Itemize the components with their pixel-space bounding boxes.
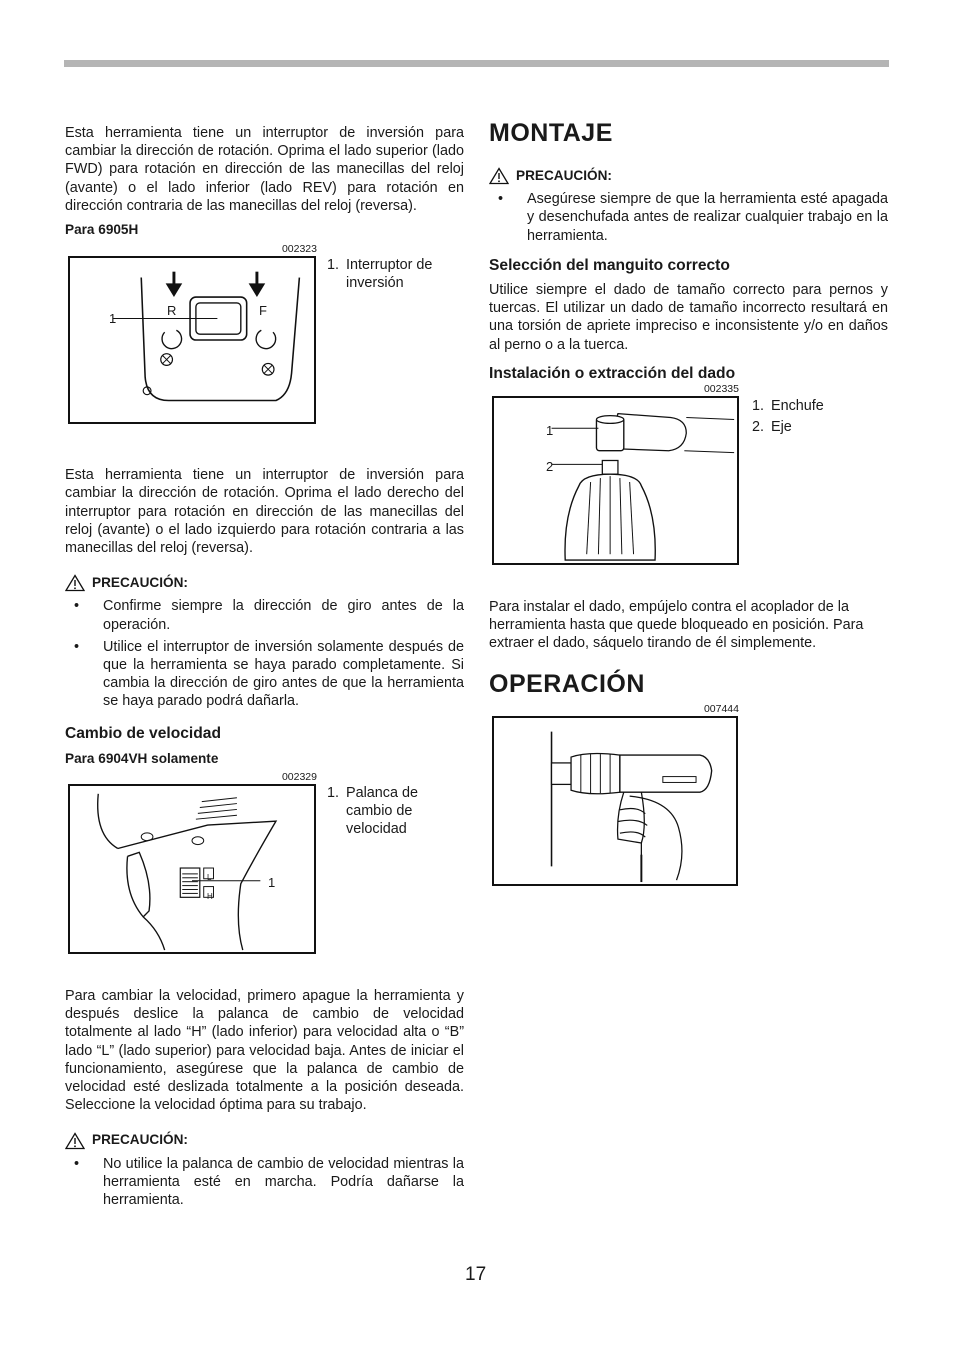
operation-figure	[492, 716, 738, 886]
caution-heading: PRECAUCIÓN:	[65, 1131, 464, 1149]
montaje-title: MONTAJE	[489, 119, 613, 147]
socket-install-heading: Instalación o extracción del dado	[489, 364, 736, 382]
label-h: H	[207, 892, 213, 902]
list-item: • No utilice la palanca de cambio de velocidad mientras la herramienta esté en marcha. Podría dañarse la herramienta.	[65, 1155, 464, 1210]
callout-1: 1	[546, 423, 554, 439]
callout-1: 1	[109, 311, 117, 327]
figure-code: 002329	[281, 771, 317, 784]
reversing-switch-paragraph: Esta herramienta tiene un interruptor de inversión para cambiar la dirección de rotación. Oprima el lado superior (lado FWD) para rotación en dirección de las manecillas del reloj (avante) o el lado inferior (lado REV) para rotación en dirección contraria de las manecillas del reloj (reversa).	[65, 125, 464, 214]
right-column	[489, 118, 888, 888]
list-item: • Utilice el interruptor de inversión solamente después de que la herramienta se haya parado completamente. Si cambia la dirección de giro antes de que la herramienta se haya parado podrá dañarla.	[65, 638, 464, 711]
caution-list	[65, 1155, 464, 1210]
model-heading-6905h: Para 6905H	[65, 222, 139, 238]
socket-install-figure	[492, 396, 739, 565]
left-column	[65, 124, 464, 1209]
operation-illustration	[494, 718, 736, 884]
socket-install-illustration	[494, 398, 737, 563]
speed-change-paragraph: Para cambiar la velocidad, primero apague la herramienta y después deslice la palanca de cambio de velocidad totalmente al lado “H” (lado inferior) para velocidad alta o “B” lado “L” (lado superior) para velocidad baja. Antes de iniciar el funcionamiento, asegúrese que la palanca de cambio de velocidad esté deslizada totalmente a la posición deseada. Seleccione la velocidad óptima para su trabajo.	[65, 988, 464, 1114]
figure-code: 002335	[703, 383, 739, 396]
header-rule	[64, 60, 889, 67]
list-item: • Confirme siempre la dirección de giro antes de la operación.	[65, 597, 464, 633]
operacion-title: OPERACIÓN	[489, 669, 645, 698]
speed-change-heading: Cambio de velocidad	[65, 724, 221, 742]
socket-install-paragraph: Para instalar el dado, empújelo contra el acoplador de la herramienta hasta que quede bloqueado en posición. Para extraer el dado, sáquelo tirando de él simplemente.	[489, 599, 864, 652]
reversing-switch-figure	[68, 256, 316, 424]
socket-selection-heading: Selección del manguito correcto	[489, 256, 730, 274]
figure-code: 007444	[703, 702, 739, 715]
reversing-switch-paragraph-2: Esta herramienta tiene un interruptor de inversión para cambiar la dirección de rotación. Oprima el lado derecho del interruptor para rotación en dirección de las manecillas del reloj (avante) o el lado izquierdo para rotación contraria a las manecillas del reloj (reversa).	[65, 467, 464, 557]
warning-triangle-icon	[489, 167, 509, 185]
caution-list	[489, 190, 888, 245]
reversing-switch-illustration	[70, 258, 314, 422]
label-l: L	[207, 873, 212, 883]
speed-lever-figure	[68, 784, 316, 954]
legend-item: 1. Palanca de cambio de velocidad	[327, 785, 419, 838]
legend-item: 1. Enchufe	[752, 398, 824, 415]
caution-heading: PRECAUCIÓN:	[489, 167, 888, 185]
figure-code: 002323	[281, 243, 317, 256]
list-item: • Asegúrese siempre de que la herramienta esté apagada y desenchufada antes de realizar cualquier trabajo en la herramienta.	[489, 190, 888, 245]
socket-selection-paragraph: Utilice siempre el dado de tamaño correcto para pernos y tuercas. El utilizar un dado de tamaño incorrecto resultará en una torsión de apriete impreciso e inconsistente y/o en daños al perno o a la tuerca.	[489, 282, 888, 353]
figure-legend	[327, 784, 467, 839]
figure-legend	[752, 396, 882, 438]
callout-1: 1	[268, 875, 276, 891]
label-r: R	[167, 303, 177, 319]
warning-triangle-icon	[65, 1132, 85, 1150]
callout-2: 2	[546, 459, 554, 475]
page-number: 17	[465, 1264, 487, 1285]
legend-item: 1. Interruptor de inversión	[327, 257, 433, 292]
legend-item: 2. Eje	[752, 419, 792, 436]
caution-heading: PRECAUCIÓN:	[65, 574, 464, 592]
caution-list	[65, 597, 464, 710]
speed-lever-illustration	[70, 786, 314, 952]
label-f: F	[259, 303, 267, 319]
warning-triangle-icon	[65, 574, 85, 592]
model-heading-6904vh: Para 6904VH solamente	[65, 750, 219, 766]
figure-legend	[327, 256, 467, 292]
